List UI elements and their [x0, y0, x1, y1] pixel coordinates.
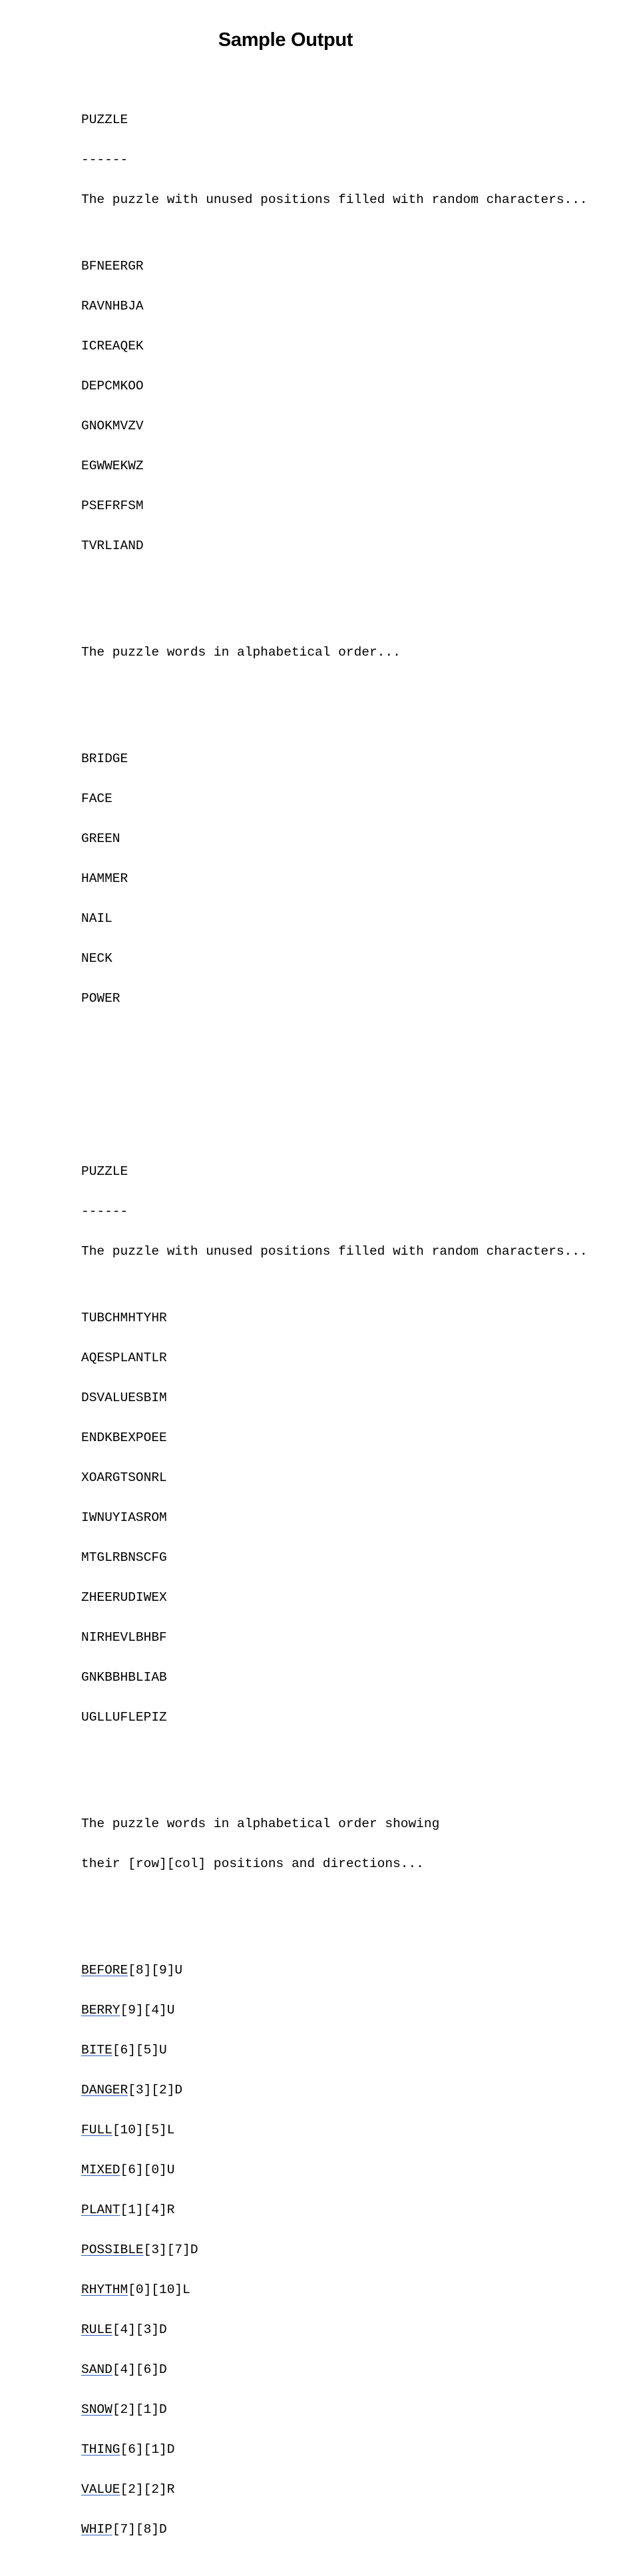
word-position: [6][0]U — [120, 2163, 175, 2177]
list-item — [81, 2043, 627, 2057]
grid-row: TVRLIAND — [81, 538, 144, 553]
grid-row: GNKBBHBLIAB — [81, 1670, 167, 1685]
found-word: RHYTHM — [81, 2282, 128, 2297]
words-caption: The puzzle words in alphabetical order showing — [81, 1817, 440, 1831]
puzzle-heading: PUZZLE — [81, 1164, 128, 1179]
grid-row: DEPCMKOO — [81, 379, 144, 393]
found-word: RULE — [81, 2322, 112, 2337]
word-position: [8][9]U — [128, 1963, 183, 1978]
blank-line — [81, 1897, 627, 1910]
grid-row: RAVNHBJA — [81, 299, 144, 314]
found-word: BEFORE — [81, 1963, 128, 1978]
list-item: HAMMER — [81, 871, 128, 886]
word-position: [2][1]D — [112, 2402, 167, 2417]
puzzle-heading: PUZZLE — [81, 112, 128, 127]
words-caption: The puzzle words in alphabetical order... — [81, 645, 401, 660]
found-word: BERRY — [81, 2003, 120, 2018]
word-list — [81, 726, 627, 1032]
word-position: [2][2]R — [120, 2482, 175, 2497]
found-word: SNOW — [81, 2402, 112, 2417]
list-item — [81, 2203, 627, 2217]
blank-line — [81, 606, 627, 619]
puzzle-heading-rule: ------ — [81, 152, 128, 167]
grid-row: NIRHEVLBHBF — [81, 1630, 167, 1645]
puzzle-grid — [81, 233, 627, 579]
word-position: [0][10]L — [128, 2282, 190, 2297]
grid-row: ENDKBEXPOEE — [81, 1430, 167, 1445]
grid-row: ICREAQEK — [81, 339, 144, 353]
program-output — [81, 60, 627, 2576]
grid-row: EGWWEKWZ — [81, 459, 144, 473]
grid-row: UGLLUFLEPIZ — [81, 1710, 167, 1725]
words-caption: their [row][col] positions and directions... — [81, 1856, 424, 1871]
found-word: DANGER — [81, 2083, 128, 2097]
list-item — [81, 2083, 627, 2097]
found-word: PLANT — [81, 2203, 120, 2217]
word-position: [3][2]D — [128, 2083, 183, 2097]
grid-row: TUBCHMHTYHR — [81, 1311, 167, 1325]
word-position: [6][5]U — [112, 2043, 167, 2057]
blank-line — [81, 686, 627, 699]
found-word: BITE — [81, 2043, 112, 2057]
word-position: [7][8]D — [112, 2522, 167, 2537]
list-item — [81, 2523, 627, 2536]
word-position: [4][3]D — [112, 2322, 167, 2337]
grid-row: ZHEERUDIWEX — [81, 1590, 167, 1605]
found-word: SAND — [81, 2362, 112, 2377]
list-item — [81, 1964, 627, 1977]
found-word: THING — [81, 2442, 120, 2457]
grid-row: XOARGTSONRL — [81, 1470, 167, 1485]
word-position: [9][4]U — [120, 2003, 175, 2018]
found-word: FULL — [81, 2123, 112, 2137]
grid-caption: The puzzle with unused positions filled with random characters... — [81, 192, 588, 207]
grid-row: PSEFRFSM — [81, 499, 144, 513]
blank-lines — [81, 1072, 627, 1112]
list-item — [81, 2163, 627, 2177]
list-item — [81, 2323, 627, 2336]
grid-row: BFNEERGR — [81, 259, 144, 274]
word-position-list — [81, 1937, 627, 2563]
grid-caption: The puzzle with unused positions filled with random characters... — [81, 1244, 588, 1259]
list-item — [81, 2403, 627, 2416]
found-word: POSSIBLE — [81, 2243, 144, 2257]
word-position: [6][1]D — [120, 2442, 175, 2457]
puzzle-grid — [81, 1285, 627, 1751]
list-item — [81, 2443, 627, 2456]
grid-row: DSVALUESBIM — [81, 1391, 167, 1405]
list-item — [81, 2004, 627, 2017]
list-item — [81, 2483, 627, 2496]
grid-row: MTGLRBNSCFG — [81, 1550, 167, 1565]
list-item: BRIDGE — [81, 751, 128, 766]
list-item: GREEN — [81, 831, 120, 846]
list-item — [81, 2123, 627, 2137]
grid-row: GNOKMVZV — [81, 419, 144, 433]
list-item — [81, 2283, 627, 2296]
word-position: [10][5]L — [112, 2123, 175, 2137]
list-item — [81, 2243, 627, 2256]
puzzle-heading-rule: ------ — [81, 1204, 128, 1219]
grid-row: IWNUYIASROM — [81, 1510, 167, 1525]
found-word: MIXED — [81, 2163, 120, 2177]
word-position: [3][7]D — [143, 2243, 198, 2257]
list-item — [81, 2363, 627, 2376]
word-position: [1][4]R — [120, 2203, 175, 2217]
list-item: NAIL — [81, 911, 112, 926]
found-word: WHIP — [81, 2522, 112, 2537]
list-item: POWER — [81, 991, 120, 1006]
found-word: VALUE — [81, 2482, 120, 2497]
grid-row: AQESPLANTLR — [81, 1351, 167, 1365]
list-item: FACE — [81, 791, 112, 806]
word-position: [4][6]D — [112, 2362, 167, 2377]
list-item: NECK — [81, 951, 112, 966]
page-title: Sample Output — [218, 29, 353, 51]
blank-line — [81, 1777, 627, 1791]
